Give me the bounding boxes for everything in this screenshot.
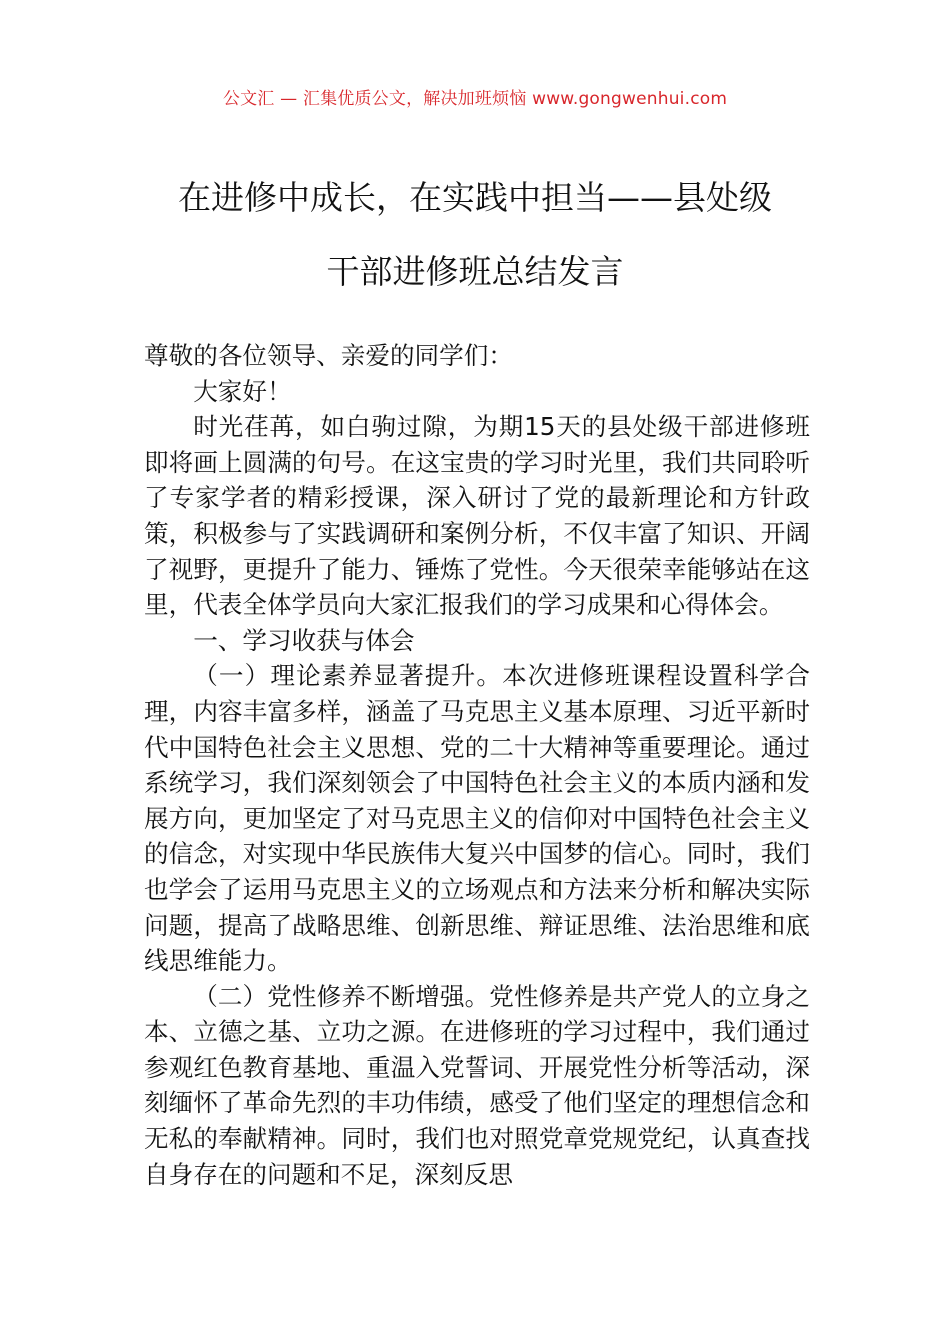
salutation: 尊敬的各位领导、亲爱的同学们： bbox=[144, 341, 513, 370]
paragraph-theory: （一）理论素养显著提升。本次进修班课程设置科学合理，内容丰富多样，涵盖了马克思主义基本原理、习近平新时代中国特色社会主义思想、党的二十大精神等重要理论。通过系统学习，我们深刻领会了中国特色社会主义的本质内涵和发展方向，更加坚定了对马克思主义的信仰对中国特色社会主义的信念，对实现中华民族伟大复兴中国梦的信心。同时，我们也学会了运用马克思主义的立场观点和方法来分析和解决实际问题，提高了战略思维、创新思维、辩证思维、法治思维和底线思维能力。 bbox=[144, 661, 810, 976]
title-line-1: 在进修中成长，在实践中担当——县处级 bbox=[178, 178, 772, 217]
document-body bbox=[144, 338, 810, 1192]
section-heading: 一、学习收获与体会 bbox=[193, 625, 415, 655]
paragraph-party-spirit: （二）党性修养不断增强。党性修养是共产党人的立身之本、立德之基、立功之源。在进修班的学习过程中，我们通过参观红色教育基地、重温入党誓词、开展党性分析等活动，深刻缅怀了革命先烈的丰功伟绩，感受了他们坚定的理想信念和无私的奉献精神。同时，我们也对照党章党规党纪，认真查找自身存在的问题和不足，深刻反思 bbox=[144, 981, 810, 1189]
title-line-2: 干部进修班总结发言 bbox=[326, 252, 624, 291]
header-banner[interactable]: 公文汇 — 汇集优质公文，解决加班烦恼 www.gongwenhui.com bbox=[222, 89, 728, 109]
paragraph-intro: 时光荏苒，如白驹过隙，为期15天的县处级干部进修班即将画上圆满的句号。在这宝贵的学习时光里，我们共同聆听了专家学者的精彩授课，深入研讨了党的最新理论和方针政策，积极参与了实践调研和案例分析，不仅丰富了知识、开阔了视野，更提升了能力、锤炼了党性。今天很荣幸能够站在这里，代表全体学员向大家汇报我们的学习成果和心得体会。 bbox=[144, 412, 810, 620]
greeting: 大家好！ bbox=[193, 376, 292, 406]
